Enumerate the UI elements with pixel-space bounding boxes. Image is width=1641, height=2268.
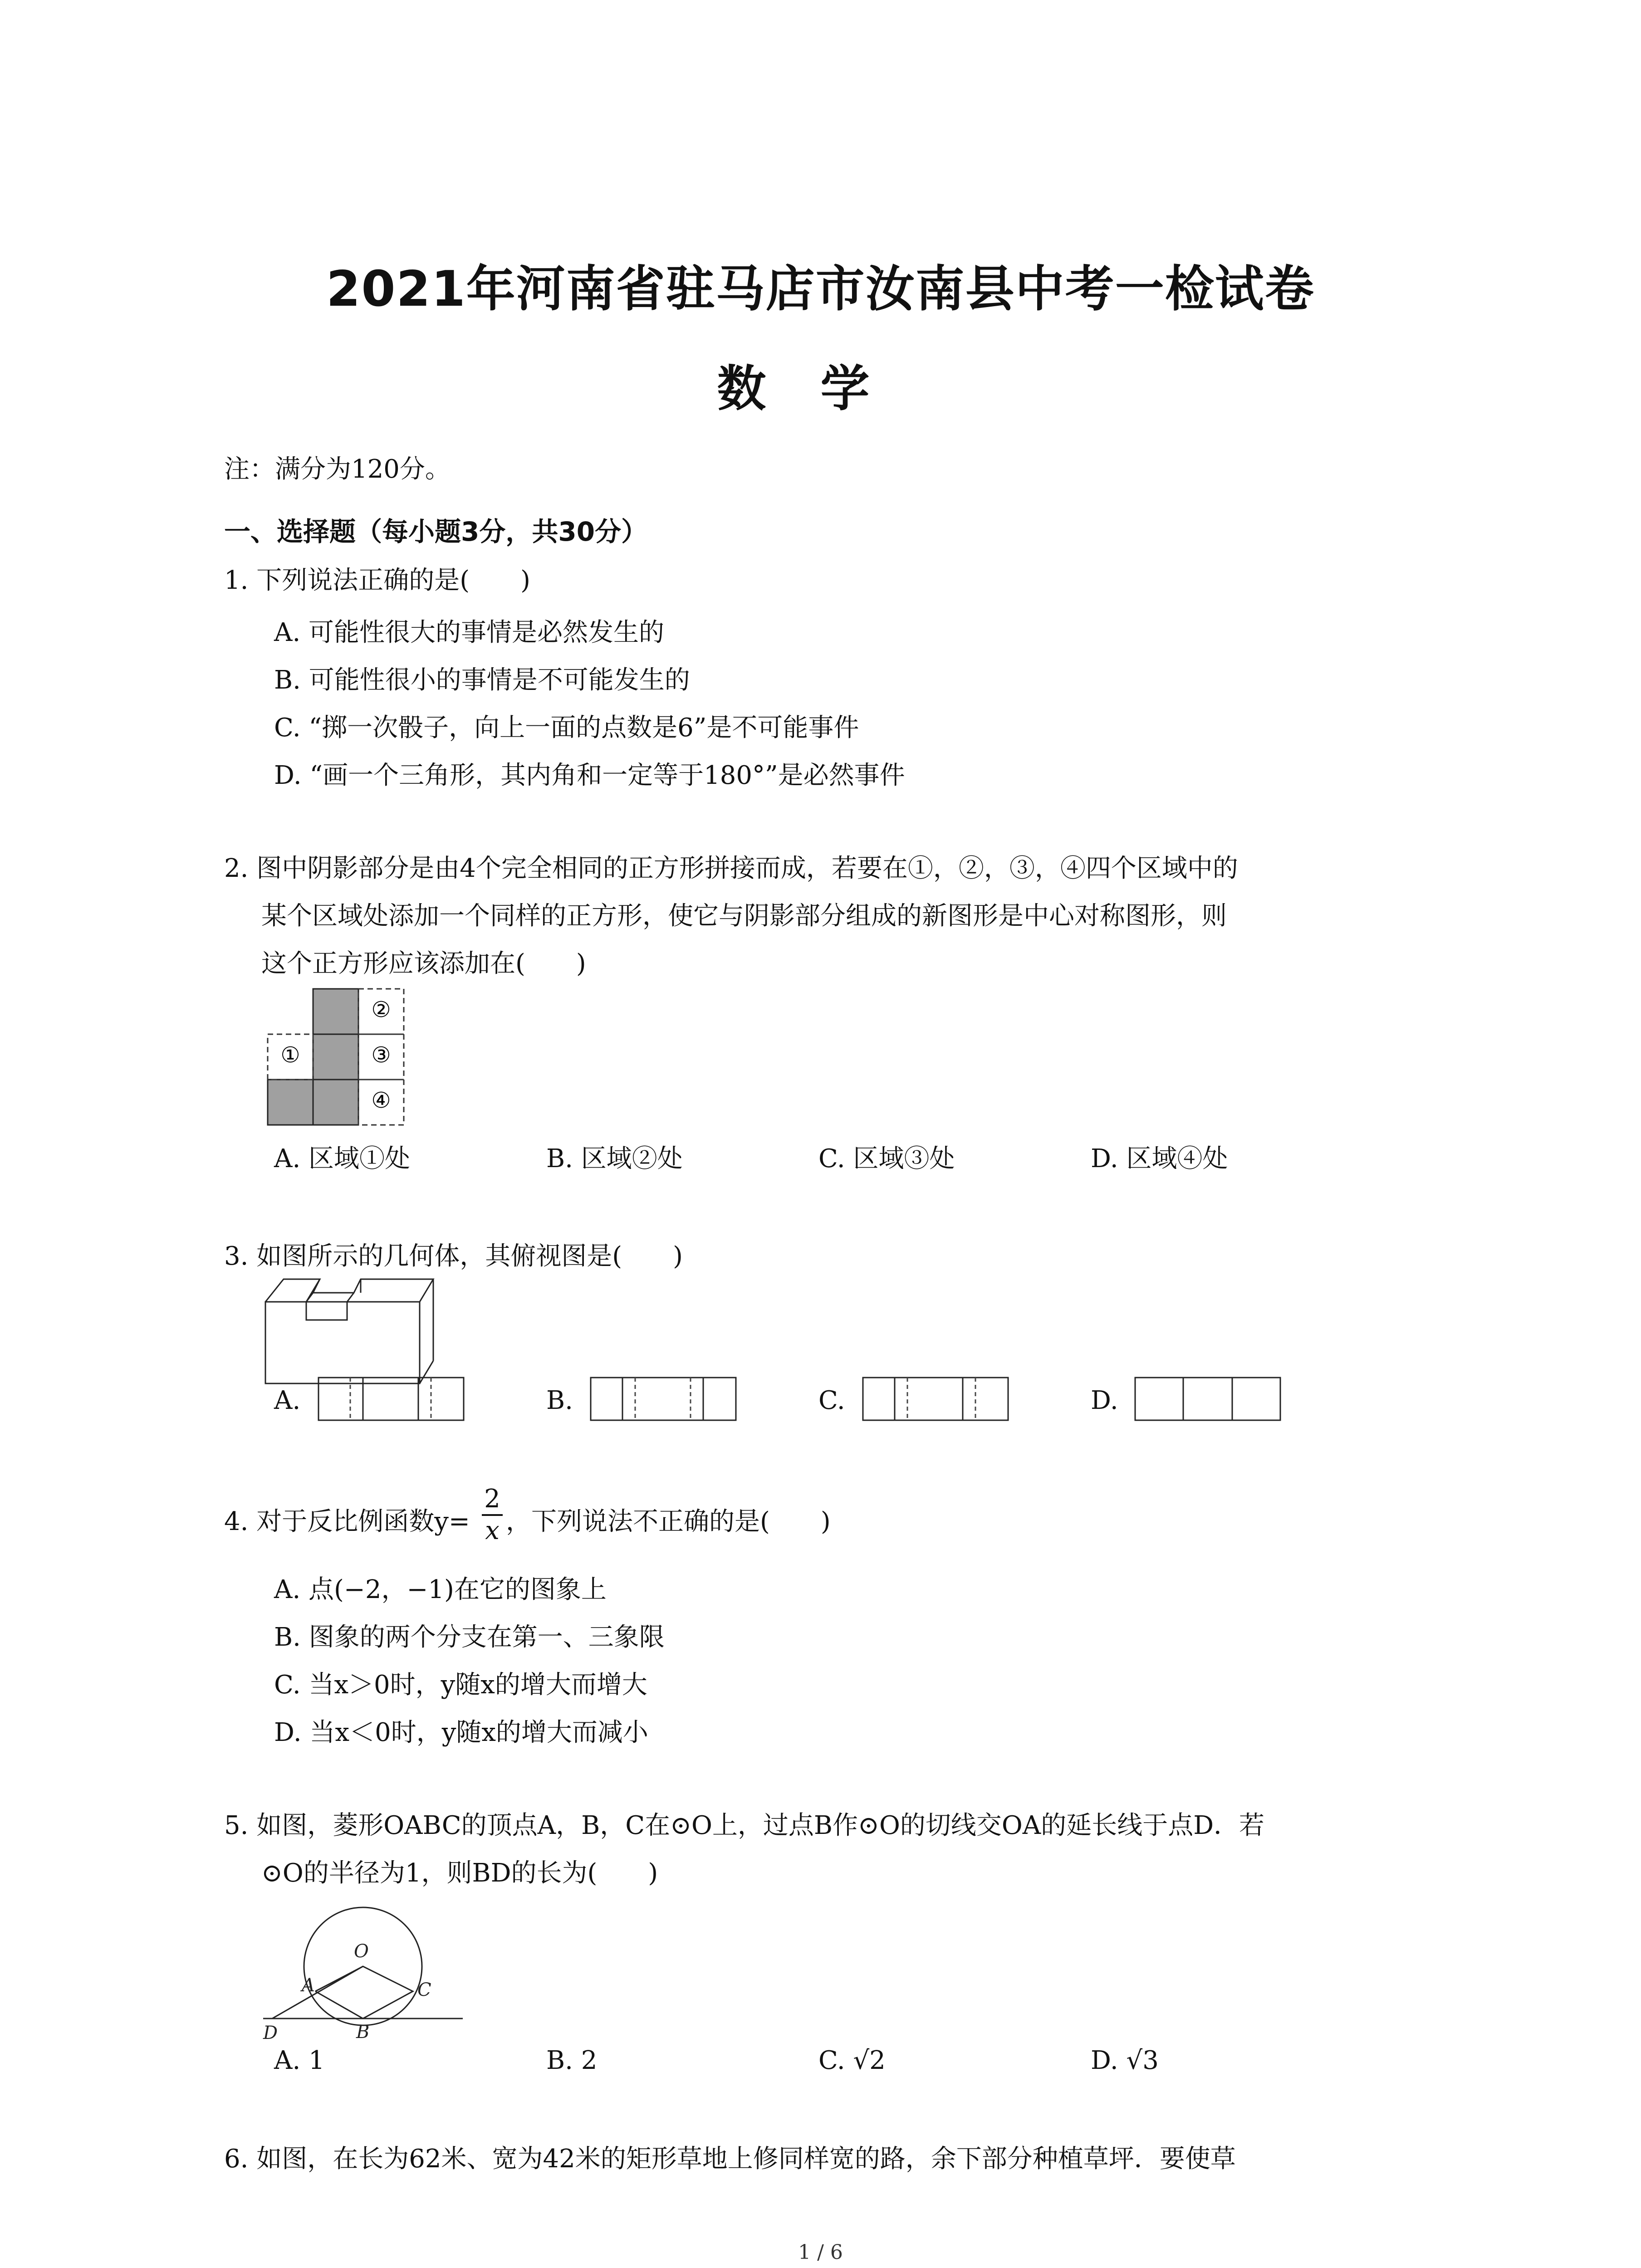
q3-solid-figure xyxy=(265,1279,438,1388)
q3-option-a-view xyxy=(318,1377,467,1422)
q2-label-4: ④ xyxy=(371,1088,391,1113)
q5-label-c: C xyxy=(417,1980,431,2000)
q3-option-a: A. xyxy=(274,1386,301,1415)
q5-option-d: D. √3 xyxy=(1091,2046,1159,2075)
page-number: 1 / 6 xyxy=(798,2241,843,2264)
q3-option-b: B. xyxy=(546,1386,573,1415)
q4-stem-post: ，下列说法不正确的是( ) xyxy=(506,1507,831,1536)
q5-option-a: A. 1 xyxy=(274,2046,325,2075)
q2-shaded-square-mid xyxy=(313,1034,358,1080)
q2-option-a: A. 区域①处 xyxy=(274,1144,411,1173)
section-heading: 一、选择题（每小题3分，共30分） xyxy=(224,516,648,547)
q1-option-c: C. “掷一次骰子，向上一面的点数是6”是不可能事件 xyxy=(274,713,859,743)
q2-figure xyxy=(268,989,413,1129)
q3-stem: 3. 如图所示的几何体，其俯视图是( ) xyxy=(224,1242,683,1271)
paper-title: 2021年河南省驻马店市汝南县中考一检试卷 xyxy=(326,261,1315,318)
q5-label-o: O xyxy=(354,1941,369,1962)
q4-option-a: A. 点(−2，−1)在它的图象上 xyxy=(274,1575,607,1604)
q2-option-c: C. 区域③处 xyxy=(818,1144,955,1173)
q3-option-b-view xyxy=(590,1377,740,1422)
q1-option-b: B. 可能性很小的事情是不可能发生的 xyxy=(274,665,690,695)
q4-fraction xyxy=(481,1484,504,1546)
q2-stem-line2: 某个区域处添加一个同样的正方形，使它与阴影部分组成的新图形是中心对称图形，则 xyxy=(261,901,1227,931)
q3-option-c: C. xyxy=(818,1386,845,1415)
q4-option-c: C. 当x＞0时，y随x的增大而增大 xyxy=(274,1670,647,1700)
q2-label-3: ③ xyxy=(371,1042,391,1068)
q5-option-c: C. √2 xyxy=(818,2046,886,2075)
q5-label-a: A xyxy=(302,1975,315,1996)
q1-option-d: D. “画一个三角形，其内角和一定等于180°”是必然事件 xyxy=(274,761,905,790)
q2-label-2: ② xyxy=(371,997,391,1022)
q3-option-c-view xyxy=(862,1377,1012,1422)
q4-fraction-denominator: x xyxy=(485,1516,500,1545)
q2-option-b: B. 区域②处 xyxy=(546,1144,683,1173)
q5-stem-line1: 5. 如图，菱形OABC的顶点A，B，C在⊙O上，过点B作⊙O的切线交OA的延长线于点D．若 xyxy=(224,1811,1265,1840)
q5-option-b: B. 2 xyxy=(546,2046,598,2075)
q6-stem: 6. 如图，在长为62米、宽为42米的矩形草地上修同样宽的路，余下部分种植草坪．要使草 xyxy=(224,2144,1236,2174)
score-note: 注：满分为120分。 xyxy=(224,455,451,484)
q4-option-d: D. 当x＜0时，y随x的增大而减小 xyxy=(274,1718,648,1747)
q1-stem: 1. 下列说法正确的是( ) xyxy=(224,566,530,595)
q5-label-b: B xyxy=(356,2022,370,2043)
q2-shaded-square-top xyxy=(313,989,358,1034)
q5-stem-line2: ⊙O的半径为1，则BD的长为( ) xyxy=(261,1858,658,1888)
q2-shaded-square-br xyxy=(313,1080,358,1125)
q3-option-d-view xyxy=(1134,1377,1284,1422)
q2-label-1: ① xyxy=(280,1042,300,1068)
q1-option-a: A. 可能性很大的事情是必然发生的 xyxy=(274,618,665,647)
q5-label-d: D xyxy=(263,2023,278,2043)
paper-subject: 数学 xyxy=(717,361,924,417)
q4-option-b: B. 图象的两个分支在第一、三象限 xyxy=(274,1623,665,1652)
q2-shaded-square-bl xyxy=(268,1080,313,1125)
q2-stem-line3: 这个正方形应该添加在( ) xyxy=(261,949,586,978)
q3-option-d: D. xyxy=(1091,1386,1118,1415)
q2-stem-line1: 2. 图中阴影部分是由4个完全相同的正方形拼接而成，若要在①，②，③，④四个区域中的 xyxy=(224,854,1238,883)
q2-option-d: D. 区域④处 xyxy=(1091,1144,1228,1173)
q4-fraction-numerator: 2 xyxy=(484,1484,500,1514)
q4-stem-pre: 4. 对于反比例函数y= xyxy=(224,1507,470,1536)
q5-figure xyxy=(263,1907,476,2043)
